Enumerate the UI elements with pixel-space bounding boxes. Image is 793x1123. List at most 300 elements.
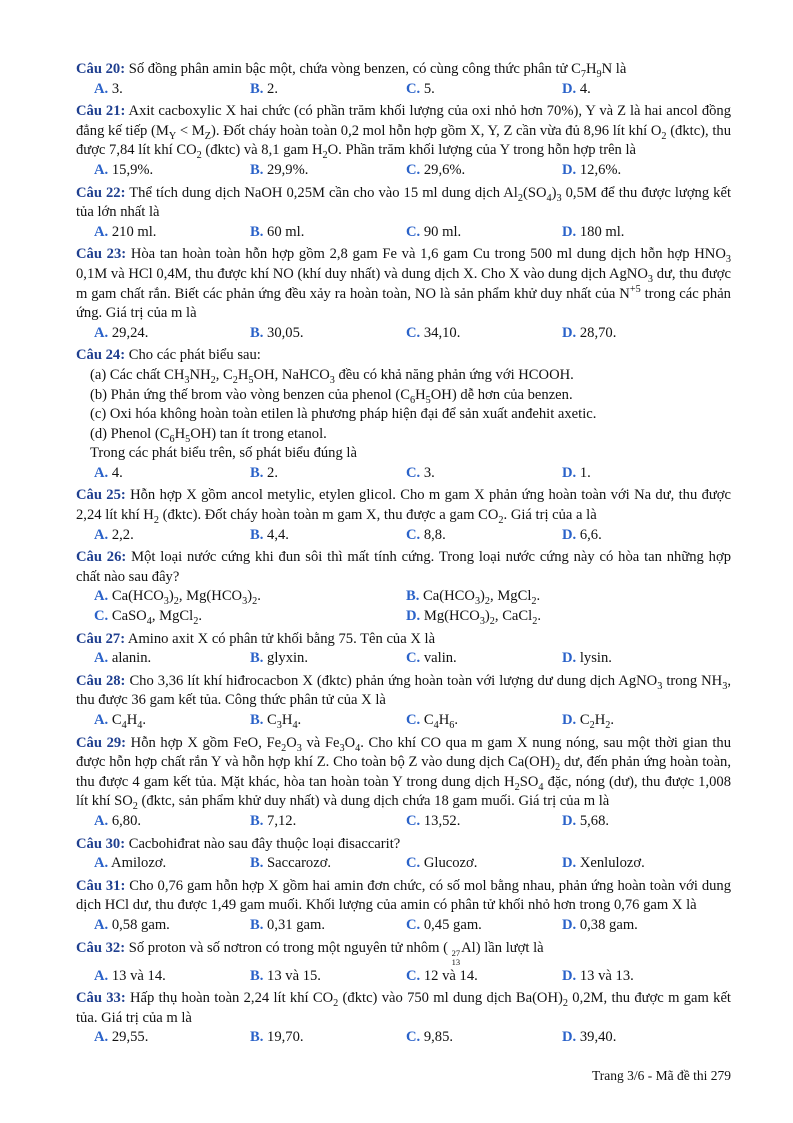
question-30 — [76, 835, 731, 874]
subscript: 4 — [137, 719, 143, 731]
text-run: (b) Phản ứng thế brom vào vòng benzen của phenol (C — [90, 386, 410, 403]
text-run: 7,12. — [267, 812, 297, 829]
subscript: 2 — [498, 514, 504, 526]
question-number: Câu 21: — [76, 103, 126, 120]
text-run: Hỗn hợp X gồm FeO, Fe — [130, 734, 282, 751]
text-run: O — [344, 734, 356, 751]
subscript: 3 — [276, 719, 282, 731]
answer-options — [76, 464, 731, 484]
question-number: Câu 22: — [76, 184, 126, 201]
subscript: 3 — [184, 374, 190, 386]
option-letter: B. — [250, 324, 264, 341]
subscript: 3 — [479, 615, 485, 627]
text-run: ) — [168, 588, 174, 605]
option-letter: C. — [406, 324, 421, 341]
subscript: 3 — [725, 254, 731, 266]
question-stem — [76, 486, 731, 525]
option-letter: C. — [406, 855, 421, 872]
answer-option-d — [562, 526, 718, 546]
subscript: 2 — [232, 374, 238, 386]
answer-option-a — [94, 812, 250, 832]
subscript: 2 — [589, 719, 595, 731]
subscript: 2 — [196, 150, 202, 162]
answer-options — [76, 607, 731, 627]
text-run: 3. — [423, 464, 435, 481]
answer-option-b — [406, 587, 718, 607]
text-run: 0,38 gam. — [579, 916, 638, 933]
option-letter: D. — [562, 80, 577, 97]
option-letter: C. — [94, 608, 109, 625]
subscript: 4 — [146, 615, 152, 627]
element-symbol: Al — [461, 939, 476, 956]
answer-option-c — [406, 223, 562, 243]
text-run: 12,6%. — [579, 161, 622, 178]
page-footer: Trang 3/6 - Mã đề thi 279 — [592, 1068, 731, 1083]
text-run: H — [585, 61, 597, 77]
question-stem — [76, 989, 731, 1028]
question-stem — [76, 672, 731, 711]
subscript: 3 — [556, 192, 562, 204]
subscript: 2 — [132, 801, 138, 813]
question-23 — [76, 245, 731, 343]
text-run: , thu được 36 gam kết tủa. Công thức phân tử của X là — [76, 672, 731, 709]
answer-options — [76, 324, 731, 344]
answer-options — [76, 711, 731, 731]
question-stem — [76, 835, 731, 855]
text-run: 13 và 15. — [267, 967, 321, 984]
subscript: 4 — [121, 719, 127, 731]
text-run: . — [454, 712, 459, 728]
subscript: 3 — [329, 374, 335, 386]
text-run: H — [281, 712, 293, 728]
answer-option-c — [406, 812, 562, 832]
text-run: Hấp thụ hoàn toàn 2,24 lít khí CO — [130, 990, 334, 1007]
text-run: 29,6%. — [423, 161, 466, 178]
option-letter: A. — [94, 526, 109, 543]
text-run: Trong các phát biểu trên, số phát biểu đúng là — [90, 445, 357, 462]
text-run: 4. — [579, 80, 591, 97]
answer-option-c — [406, 854, 562, 874]
statement — [76, 425, 731, 445]
answer-option-c — [94, 607, 406, 627]
question-number: Câu 23: — [76, 246, 127, 263]
answer-option-d — [562, 854, 718, 874]
option-letter: D. — [562, 324, 577, 341]
option-letter: C. — [406, 223, 421, 240]
text-run: . — [257, 588, 261, 605]
text-run: (c) Oxi hóa không hoàn toàn etilen là phương pháp hiện đại để sản xuất anđehit axetic. — [90, 406, 597, 423]
subscript: 3 — [474, 596, 481, 608]
text-run: 5,68. — [579, 812, 610, 829]
text-run: dư, thu được m gam chất rắn. Biết các phản ứng đều xảy ra hoàn toàn, NO là sản phẩm khử duy nhất của N — [76, 265, 731, 302]
answer-option-a — [94, 223, 250, 243]
answer-option-b — [250, 812, 406, 832]
answer-option-c — [406, 324, 562, 344]
text-run: 60 ml. — [267, 223, 305, 240]
question-32 — [76, 939, 731, 987]
subscript: 2 — [605, 719, 611, 731]
option-letter: D. — [562, 223, 577, 240]
answer-option-b — [250, 649, 406, 669]
text-run: O. Phần trăm khối lượng của Y trong hỗn hợp trên là — [327, 142, 637, 159]
text-run: H — [415, 386, 426, 403]
answer-option-d — [562, 812, 718, 832]
option-letter: D. — [562, 1029, 577, 1046]
text-run: CaSO — [111, 608, 147, 625]
answer-option-a — [94, 526, 250, 546]
question-number: Câu 31: — [76, 877, 126, 894]
text-run: H — [594, 712, 606, 728]
text-run: OH) tan ít trong etanol. — [190, 425, 327, 442]
text-run: Amino axit X có phân tử khối bằng 75. Tên của X là — [127, 630, 436, 647]
text-run: N là — [601, 61, 627, 77]
subscript: 2 — [514, 781, 520, 793]
text-run: . — [142, 712, 147, 728]
text-run: SO — [519, 773, 539, 790]
option-letter: B. — [250, 80, 264, 97]
option-letter: B. — [250, 712, 264, 728]
answer-option-b — [250, 324, 406, 344]
text-run: alanin. — [111, 650, 152, 667]
subscript: 3 — [722, 680, 728, 692]
text-run: 29,55. — [111, 1029, 149, 1046]
answer-option-b — [250, 80, 406, 100]
subscript: 3 — [163, 596, 169, 608]
answer-option-c — [406, 649, 562, 669]
subscript: 2 — [173, 596, 179, 608]
subscript: 5 — [425, 394, 431, 406]
answer-options — [76, 967, 731, 987]
answer-option-a — [94, 916, 250, 936]
option-letter: D. — [562, 967, 577, 984]
text-run: Saccarozơ. — [267, 855, 332, 872]
text-run: Cho các phát biểu sau: — [128, 347, 261, 364]
question-21 — [76, 102, 731, 180]
question-33 — [76, 989, 731, 1048]
text-run: H — [174, 425, 186, 442]
question-24 — [76, 346, 731, 483]
text-run: trong NH — [662, 672, 723, 689]
option-letter: B. — [250, 464, 264, 481]
answer-options — [76, 812, 731, 832]
text-run: 29,9%. — [267, 161, 309, 178]
atomic-number: 13 — [451, 956, 461, 967]
text-run: 4. — [111, 464, 123, 481]
option-letter: C. — [406, 967, 421, 984]
question-number: Câu 32: — [76, 939, 126, 956]
subscript: 2 — [517, 192, 523, 204]
subscript: 3 — [647, 273, 653, 285]
subscript: 3 — [296, 742, 302, 754]
text-run: ) lần lượt là — [475, 939, 544, 956]
subscript: 6 — [169, 433, 175, 445]
answer-option-c — [406, 916, 562, 936]
text-run: , Mg(HCO — [178, 588, 243, 605]
question-stem — [76, 734, 731, 812]
option-letter: B. — [250, 916, 264, 933]
answer-option-c — [406, 711, 562, 731]
option-letter: A. — [94, 324, 109, 341]
answer-option-a — [94, 967, 250, 987]
answer-options — [76, 916, 731, 936]
answer-options — [76, 80, 731, 100]
subscript: 2 — [210, 374, 216, 386]
subscript: 2 — [661, 130, 667, 142]
superscript: +5 — [629, 283, 641, 295]
text-run: Glucozơ. — [423, 855, 478, 872]
option-letter: C. — [406, 464, 421, 481]
text-run: ). Đốt cháy hoàn toàn 0,2 mol hỗn hợp gồm X, Y, Z cần vừa đủ 8,96 lít khí O — [211, 122, 662, 139]
answer-option-c — [406, 464, 562, 484]
text-run: Amilozơ. — [111, 855, 167, 872]
answer-option-a — [94, 464, 250, 484]
answer-option-a — [94, 324, 250, 344]
option-letter: A. — [94, 161, 109, 178]
text-run: Hòa tan hoàn toàn hỗn hợp gồm 2,8 gam Fe và 1,6 gam Cu trong 500 ml dung dịch hỗn hợp HNO — [130, 246, 726, 263]
text-run: 0,1M và HCl 0,4M, thu được khí NO (khí duy nhất) và dung dịch X. Cho X vào dung dịch AgNO — [76, 265, 648, 282]
answer-options — [76, 161, 731, 181]
text-run: H — [237, 366, 249, 383]
answer-option-a — [94, 1028, 250, 1048]
text-run: Số proton và số nơtron có trong một nguyên tử nhôm ( — [128, 939, 452, 956]
text-run: 9,85. — [423, 1029, 454, 1046]
question-31 — [76, 877, 731, 936]
option-letter: C. — [406, 712, 421, 728]
text-run: OH, NaHCO — [253, 366, 330, 383]
text-run: Axit cacboxylic X hai chức (có phần trăm khối lượng của oxi nhỏ hơn 70%), Y và Z là hai ancol đồng đẳng kế tiếp (M — [76, 103, 731, 139]
text-run: 0,45 gam. — [423, 916, 482, 933]
text-run: C — [579, 712, 590, 728]
text-run: < M — [176, 122, 205, 139]
answer-option-a — [94, 649, 250, 669]
option-letter: D. — [562, 916, 577, 933]
option-letter: A. — [94, 1029, 109, 1046]
text-run: (đktc) và 8,1 gam H — [201, 142, 323, 159]
answer-option-b — [250, 711, 406, 731]
text-run: 29,24. — [111, 324, 149, 341]
option-letter: D. — [562, 855, 577, 872]
answer-options — [76, 223, 731, 243]
option-letter: C. — [406, 916, 421, 933]
text-run: 6,80. — [111, 812, 142, 829]
text-run: (đktc), thu được 7,84 lít khí CO — [76, 122, 731, 159]
answer-option-d — [562, 916, 718, 936]
text-run: . — [610, 712, 615, 728]
option-letter: D. — [562, 650, 577, 667]
option-letter: D. — [562, 526, 577, 543]
subscript: 5 — [185, 433, 191, 445]
text-run: ) — [247, 588, 253, 605]
subscript: 2 — [252, 596, 258, 608]
text-run: Cho 3,36 lít khí hiđrocacbon X (đktc) phản ứng hoàn toàn với lượng dư dung dịch AgNO — [129, 672, 658, 689]
text-run: Xenlulozơ. — [579, 855, 645, 872]
option-letter: A. — [94, 967, 109, 984]
question-stem — [76, 245, 731, 323]
option-letter: A. — [94, 650, 109, 667]
question-number: Câu 28: — [76, 672, 126, 689]
text-run: . — [297, 712, 302, 728]
text-run: 0,2M, thu được m gam kết tủa. Giá trị của m là — [76, 990, 731, 1026]
statement — [76, 386, 731, 406]
answer-option-c — [406, 80, 562, 100]
answer-option-c — [406, 526, 562, 546]
answer-option-b — [250, 161, 406, 181]
subscript: 2 — [531, 596, 537, 608]
statement — [76, 405, 731, 425]
text-run: Số đồng phân amin bậc một, chứa vòng benzen, có cùng công thức phân tử C — [128, 61, 581, 77]
option-letter: B. — [250, 1029, 264, 1046]
option-letter: D. — [562, 161, 577, 178]
subscript: 4 — [355, 742, 361, 754]
nuclide-numbers — [452, 949, 461, 967]
subscript: 4 — [433, 719, 439, 731]
text-run: 13 và 13. — [579, 967, 634, 984]
answer-option-a — [94, 587, 406, 607]
text-run: 2,2. — [111, 526, 134, 543]
exam-page — [76, 60, 731, 1051]
text-run: 13 và 14. — [111, 967, 166, 984]
answer-option-a — [94, 80, 250, 100]
text-run: 1. — [579, 464, 591, 481]
nuclide-notation — [451, 939, 476, 967]
option-letter: C. — [406, 80, 421, 97]
option-letter: B. — [406, 588, 420, 605]
text-run: trong các phản ứng. Giá trị của m là — [76, 285, 731, 322]
answer-option-a — [94, 854, 250, 874]
text-run: O — [286, 734, 297, 751]
text-run: Cacbohiđrat nào sau đây thuộc loại đisaccarit? — [128, 835, 401, 852]
option-letter: A. — [94, 712, 109, 728]
option-letter: B. — [250, 526, 264, 543]
subscript: 2 — [562, 998, 568, 1010]
question-26 — [76, 548, 731, 626]
text-run: (d) Phenol (C — [90, 425, 170, 442]
subscript: 6 — [409, 394, 416, 406]
text-run: NH — [189, 366, 211, 383]
option-letter: A. — [94, 223, 109, 240]
text-run: OH) dễ hơn của benzen. — [430, 386, 573, 403]
answer-options — [76, 1028, 731, 1048]
answer-option-d — [562, 1028, 718, 1048]
option-letter: C. — [406, 1029, 421, 1046]
question-number: Câu 30: — [76, 835, 126, 852]
option-letter: A. — [94, 80, 109, 97]
option-letter: C. — [406, 526, 421, 543]
subscript: 2 — [322, 150, 328, 162]
answer-option-c — [406, 1028, 562, 1048]
subscript: 4 — [538, 781, 544, 793]
option-letter: B. — [250, 967, 264, 984]
subscript: 7 — [580, 68, 586, 80]
question-stem — [76, 939, 731, 967]
option-letter: C. — [406, 650, 421, 667]
question-prompt — [76, 444, 731, 464]
text-run: 0,58 gam. — [111, 916, 170, 933]
option-letter: D. — [406, 608, 421, 625]
text-run: ) — [480, 588, 485, 605]
option-letter: C. — [406, 161, 421, 178]
text-run: . — [198, 608, 202, 625]
question-27 — [76, 630, 731, 669]
answer-option-c — [406, 161, 562, 181]
answer-option-a — [94, 161, 250, 181]
option-letter: A. — [94, 588, 109, 605]
answer-options — [76, 587, 731, 607]
text-run: 39,40. — [579, 1029, 617, 1046]
text-run: H — [126, 712, 138, 728]
question-stem — [76, 102, 731, 161]
option-letter: B. — [250, 161, 264, 178]
text-run: 2. — [267, 464, 278, 481]
question-28 — [76, 672, 731, 731]
text-run: . Cho khí CO qua m gam X nung nóng, sau một thời gian thu được hỗn hợp chất rắn Y và hỗn hợp khí Z. Cho toàn bộ Z vào dung dịch Ca(OH) — [76, 734, 731, 771]
text-run: 28,70. — [579, 324, 617, 341]
text-run: (đktc) vào 750 ml dung dịch Ba(OH) — [338, 990, 563, 1007]
answer-option-d — [562, 223, 718, 243]
text-run: . — [536, 588, 541, 605]
answer-option-b — [250, 526, 406, 546]
text-run: dư, đến phản ứng hoàn toàn, thu được 4 gam kết tủa. Mặt khác, hòa tan hoàn toàn Y trong dung dịch H — [76, 754, 731, 790]
text-run: và Fe — [301, 734, 340, 751]
text-run: Ca(HCO — [111, 588, 164, 605]
text-run: 0,31 gam. — [267, 916, 326, 933]
text-run: Hỗn hợp X gồm ancol metylic, etylen glicol. Cho m gam X phản ứng hoàn toàn với Na dư, thu được 2,24 lít khí H — [76, 487, 731, 524]
subscript: 2 — [333, 998, 339, 1010]
text-run: (đktc, sản phẩm khử duy nhất) và dung dịch chứa 18 gam muối. Giá trị của m là — [137, 793, 610, 810]
text-run: (a) Các chất CH — [90, 366, 185, 383]
subscript: 4 — [546, 192, 552, 204]
question-stem — [76, 60, 731, 80]
option-letter: C. — [406, 812, 421, 829]
option-letter: A. — [94, 855, 109, 872]
text-run: 180 ml. — [579, 223, 625, 240]
text-run: 90 ml. — [423, 223, 462, 240]
text-run: 6,6. — [579, 526, 602, 543]
text-run: C — [111, 712, 122, 728]
option-letter: D. — [562, 712, 577, 728]
subscript: 2 — [281, 742, 287, 754]
text-run: , MgCl — [151, 608, 194, 625]
answer-option-c — [406, 967, 562, 987]
answer-option-d — [562, 967, 718, 987]
answer-option-a — [94, 711, 250, 731]
text-run: , MgCl — [490, 588, 532, 605]
mass-number: 27 — [451, 947, 461, 958]
question-stem — [76, 877, 731, 916]
answer-options — [76, 649, 731, 669]
text-run: valin. — [423, 650, 457, 667]
question-stem — [76, 630, 731, 650]
text-run: Một loại nước cứng khi đun sôi thì mất tính cứng. Trong loại nước cứng này có hòa tan những hợp chất nào sau đây? — [76, 549, 731, 585]
text-run: 2. — [267, 80, 278, 97]
statement — [76, 366, 731, 386]
text-run: H — [438, 712, 450, 728]
text-run: đều có khả năng phản ứng với HCOOH. — [334, 366, 574, 383]
subscript: Z — [204, 130, 212, 142]
question-number: Câu 29: — [76, 734, 127, 751]
subscript: 2 — [532, 615, 538, 627]
answer-option-b — [250, 1028, 406, 1048]
subscript: 2 — [193, 615, 199, 627]
text-run: lysin. — [579, 650, 612, 667]
text-run: 15,9%. — [111, 161, 154, 178]
option-letter: A. — [94, 916, 109, 933]
text-run: , C — [215, 366, 233, 383]
subscript: 6 — [449, 719, 455, 731]
answer-option-b — [250, 464, 406, 484]
text-run: 12 và 14. — [423, 967, 478, 984]
text-run: ) — [484, 608, 490, 625]
